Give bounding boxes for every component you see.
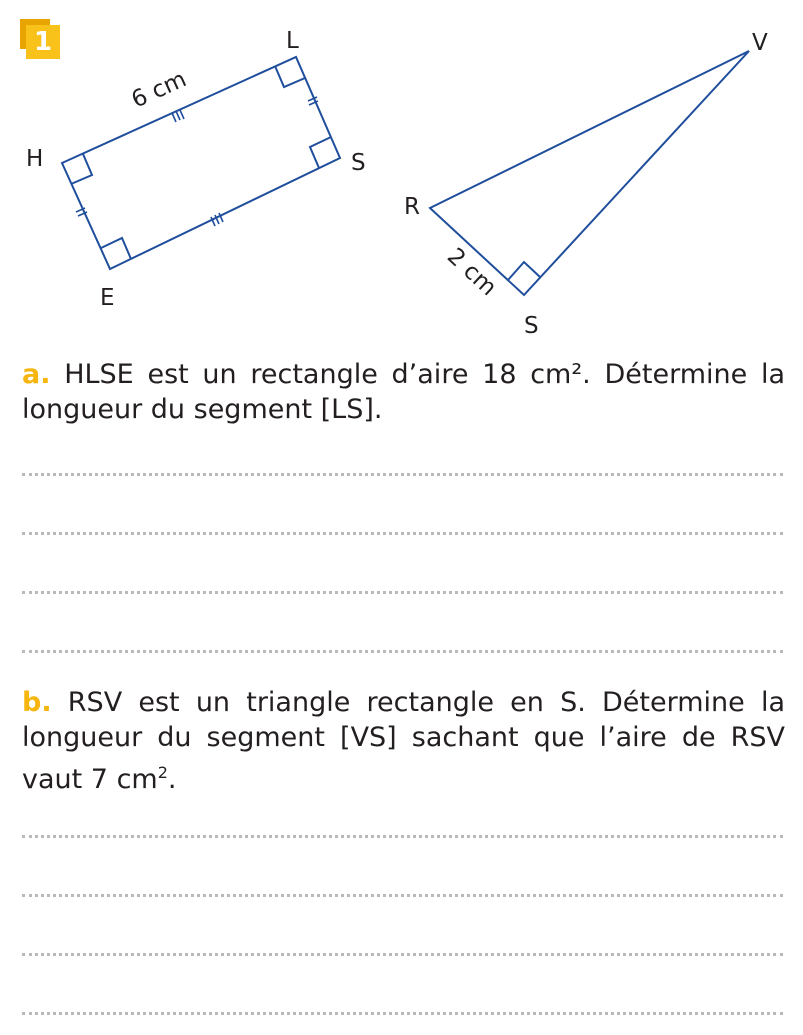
right-angle-mark-s-tri	[508, 262, 540, 280]
triangle-rsv	[430, 51, 749, 295]
answer-line-b4[interactable]	[22, 1012, 783, 1015]
vertex-label-s-rect: S	[351, 150, 366, 176]
question-a-text: HLSE est un rectangle d’aire 18 cm². Détermine la longueur du segment [LS].	[22, 359, 785, 425]
question-b-text: RSV est un triangle rectangle en S. Détermine la longueur du segment [VS] sachant que l’aire de RSV vaut 7 cm	[22, 687, 785, 795]
question-b-superscript: 2	[157, 763, 168, 782]
answer-line-a2[interactable]	[22, 532, 783, 535]
vertex-label-s-tri: S	[524, 313, 539, 339]
question-b	[22, 685, 785, 797]
answer-line-a4[interactable]	[22, 650, 783, 653]
side-label-hl: 6 cm	[127, 66, 191, 114]
vertex-label-l: L	[286, 28, 299, 54]
triangle-outline	[430, 51, 749, 295]
answer-line-b1[interactable]	[22, 835, 783, 838]
exercise-number: 1	[26, 25, 60, 59]
rectangle-hlse	[62, 57, 340, 269]
question-a-letter: a.	[22, 359, 51, 390]
vertex-label-r: R	[404, 194, 420, 220]
answer-line-b2[interactable]	[22, 894, 783, 897]
answer-line-a3[interactable]	[22, 591, 783, 594]
question-b-letter: b.	[22, 687, 52, 718]
side-label-rs: 2 cm	[441, 243, 502, 302]
right-angle-mark-e	[101, 238, 131, 259]
vertex-label-h: H	[26, 146, 44, 172]
answer-line-b3[interactable]	[22, 953, 783, 956]
vertex-label-v: V	[752, 30, 768, 56]
rectangle-outline	[62, 57, 340, 269]
question-b-text-end: .	[167, 764, 177, 795]
vertex-label-e: E	[100, 285, 115, 311]
question-a	[22, 357, 785, 427]
geometry-figures	[0, 0, 803, 345]
answer-line-a1[interactable]	[22, 473, 783, 476]
